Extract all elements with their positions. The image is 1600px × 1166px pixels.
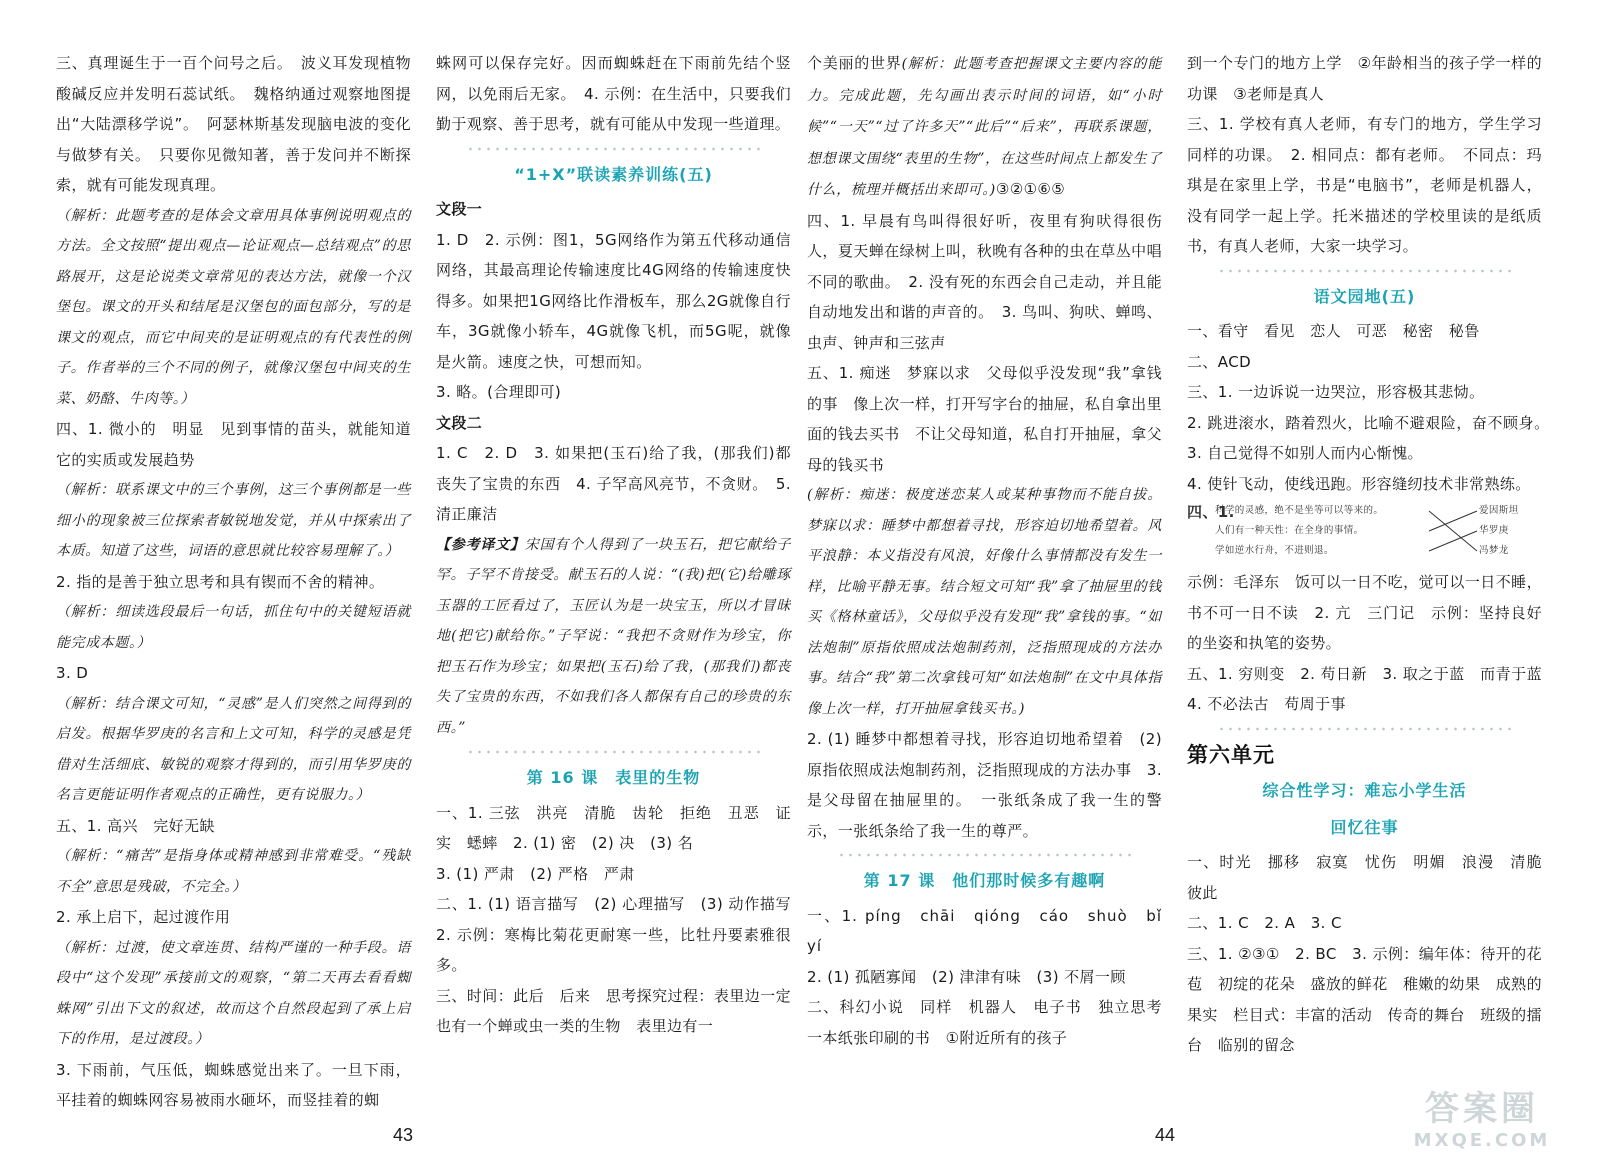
analysis-text: （解析：过渡，使文章连贯、结构严谨的一种手段。语段中“这个发现”承接前文的观察，“第二天再去看看蜘蛛网”引出下文的叙述，故而这个自然段起到了承上启下的作用，是过渡段。） — [56, 939, 411, 1047]
match-line — [1429, 531, 1477, 551]
analysis-text: （解析：此题考查的是体会文章用具体事例说明观点的方法。全文按照“提出观点—论证观点—总结观点”的思路展开，这是论说类文章常见的表达方法，就像一个汉堡包。课文的开头和结尾是汉堡包的面包部分，写的是课文的观点，而它中间夹的是证明观点的有代表性的例子。作者举的三个不同的例子，就像汉堡包中间夹的生菜、奶酪、牛肉等。） — [56, 207, 411, 407]
paragraph: 一、1. 三弦 洪亮 清脆 齿轮 拒绝 丑恶 证实 蟋蟀 2. (1) 密 (2) 决 (3) 名 — [436, 803, 791, 852]
pinyin-line: 一、1. píng chāi qióng cáo shuò bǐ yí — [807, 906, 1162, 955]
paragraph: 一、看守 看见 恋人 可恶 秘密 秘鲁 — [1187, 322, 1480, 340]
reference-label: 【参考译文】 — [436, 536, 525, 553]
paragraph: 2. (1) 睡梦中都想着寻找，形容迫切地希望着 (2) 原指依照成法炮制药剂，泛指照现成的方法办事 3. 是父母留在抽屉里的。 一张纸条成了我一生的警示，一张纸条给了我一生的尊严。 — [807, 730, 1162, 840]
paragraph: 3. D — [56, 664, 89, 682]
analysis-text: （解析：结合课文可知，“灵感”是人们突然之间得到的启发。根据华罗庚的名言和上文可知，科学的灵感是凭借对生活细底、敏锐的观察才得到的，而引用华罗庚的名言更能证明作者观点的正确性，更有说服力。） — [56, 695, 411, 803]
paragraph: 3. (1) 严肃 (2) 严格 严肃 — [436, 864, 635, 883]
paragraph: 蛛网可以保存完好。因而蜘蛛赶在下雨前先结个竖网，以免雨后无家。 4. 示例：在生活中，只要我们勤于观察、善于思考，就有可能从中发现一些道理。 — [436, 54, 791, 133]
analysis-text: （解析：联系课文中的三个事例，这三个事例都是一些细小的现象被三位探索者敏锐地发觉，并从中探索出了本质。知道了这些，词语的意思就比较容易理解了。） — [56, 482, 411, 559]
paragraph: 二、ACD — [1187, 352, 1252, 371]
analysis-text: (解析：此题考查把握课文主要内容的能力。完成此题，先勾画出表示时间的词语，如“小时候”“一天”“过了许多天”“此后”“后来”，再联系课题，想想课文围绕“表里的生物”，在这些时间点上都发生了什么，梳理并概括出来即可。) — [807, 56, 1162, 198]
paragraph: 一、时光 挪移 寂寞 忧伤 明媚 浪漫 清脆 彼此 — [1187, 853, 1558, 902]
paragraph: 五、1. 高兴 完好无缺 — [56, 816, 215, 835]
reference-translation — [436, 530, 791, 744]
left-column-2 — [436, 48, 807, 1042]
matching-left-item: 科学的灵感，绝不是坐等可以等来的。 — [1215, 505, 1384, 516]
dotted-divider — [1217, 266, 1512, 276]
paragraph: 1. C 2. D 3. 如果把(玉石)给了我，(那我们)都丧失了宝贵的东西 4. 子罕高风亮节，不贪财。 5. 清正廉洁 — [436, 444, 791, 523]
section-title: 综合性学习：难忘小学生活 — [1262, 781, 1467, 800]
matching-right-list — [1479, 501, 1549, 561]
matching-left-item: 学如逆水行舟，不进则退。 — [1215, 545, 1334, 556]
paragraph: 二、科幻小说 同样 机器人 电子书 独立思考 一本纸张印刷的书 ①附近所有的孩子 — [807, 998, 1178, 1047]
paragraph: 五、1. 痴迷 梦寐以求 父母似乎没发现“我”拿钱的事 像上次一样，打开写字台的抽屉，私自拿出里面的钱去买书 不让父母知道，私自打开抽屉，拿父母的钱买书 — [807, 364, 1162, 474]
page-number: 43 — [393, 1125, 414, 1145]
paragraph: 2. (1) 孤陋寡闻 (2) 津津有味 (3) 不屑一顾 — [807, 967, 1126, 986]
paragraph: 四、1. 微小的 明显 见到事情的苗头，就能知道它的实质或发展趋势 — [56, 420, 411, 469]
dotted-divider — [1217, 724, 1512, 734]
paragraph: 二、1. (1) 语言描写 (2) 心理描写 (3) 动作描写 2. 示例：寒梅比菊花更耐寒一些，比牡丹要素雅很多。 — [436, 895, 807, 974]
paragraph: 2. 承上启下，起过渡作用 — [56, 908, 231, 926]
sub-heading: 文段一 — [436, 200, 483, 218]
answer-order: ③②①⑥⑤ — [995, 180, 1066, 198]
match-line — [1429, 511, 1477, 531]
paragraph: 示例：毛泽东 饭可以一日不吃，觉可以一日不睡，书不可一日不读 2. 亢 三门记 示例：坚持良好的坐姿和执笔的姿势。 — [1187, 573, 1542, 652]
sub-heading: 文段二 — [436, 413, 483, 432]
watermark-text: 答案圈 — [1425, 1089, 1539, 1129]
matching-right-item: 冯梦龙 — [1479, 545, 1509, 556]
matching-left-item: 人们有一种天性：在全身的事情。 — [1215, 525, 1364, 536]
matching-diagram — [1187, 501, 1542, 563]
page-number: 44 — [1155, 1125, 1176, 1145]
paragraph-start: 个美丽的世界 — [807, 54, 902, 72]
paragraph: 三、真理诞生于一百个问号之后。 波义耳发现植物酸碱反应并发明石蕊试纸。 魏格纳通过观察地图提出“大陆漂移学说”。 阿瑟林斯基发现脑电波的变化与做梦有关。 只要你见微知著，善于发问并不断探索，就有可能发现真理。 — [56, 54, 411, 194]
unit-title: 第六单元 — [1187, 742, 1275, 767]
section-title: 回忆往事 — [1330, 817, 1399, 837]
watermark-logo — [1382, 1088, 1582, 1158]
matching-label: 四、1. — [1187, 503, 1235, 521]
paragraph: 五、1. 穷则变 2. 苟日新 3. 取之于蓝 而青于蓝 4. 不必法古 苟周于事 — [1187, 664, 1558, 713]
reference-text: 宋国有个人得到了一块玉石，把它献给子罕。子罕不肯接受。献玉石的人说：“(我)把(它)给雕琢玉器的工匠看过了，玉匠认为是一块宝玉，所以才冒昧地(把它)献给你。”子罕说：“我把不贪财作为珍宝，你把玉石作为珍宝；如果把(玉石)给了我，(那我们)都丧失了宝贵的东西，不如我们各人都保有自己的珍贵的东西。” — [436, 536, 791, 736]
paragraph: 三、1. 一边诉说一边哭泣，形容极其悲恸。 — [1187, 383, 1485, 401]
match-line — [1429, 511, 1477, 551]
matching-lines — [1427, 501, 1479, 563]
paragraph — [807, 48, 1162, 206]
analysis-text: （解析：细读选段最后一句话，抓住句中的关键短语就能完成本题。） — [56, 604, 411, 651]
paragraph: 三、时间：此后 后来 思考探究过程：表里边一定也有一个蝉或虫一类的生物 表里边有一 — [436, 986, 791, 1035]
watermark-url: MXQE.COM — [1413, 1130, 1551, 1151]
analysis-text: (解析：痴迷：极度迷恋某人或某种事物而不能自拔。梦寐以求：睡梦中都想着寻找，形容迫切地希望着。风平浪静：本义指没有风浪，好像什么事情都没有发生一样，比喻平静无事。结合短文可知“我”拿了抽屉里的钱买《格林童话》，父母似乎没有发现“我”拿钱的事。“如法炮制”原指依照成法炮制药剂，泛指照现成的方法办事。结合“我”第二次拿钱可知“如法炮制”在文中具体指像上次一样，打开抽屉拿钱买书。) — [807, 487, 1162, 717]
section-title: “1+X”联读素养训练(五) — [514, 164, 713, 184]
matching-right-item: 华罗庚 — [1479, 525, 1509, 536]
paragraph: 3. 下雨前，气压低，蜘蛛感觉出来了。一旦下雨，平挂着的蜘蛛网容易被雨水砸坏，而竖挂着的蜘 — [56, 1060, 411, 1109]
paragraph: 四、1. 早晨有鸟叫得很好听，夜里有狗吠得很伤人，夏天蝉在绿树上叫，秋晚有各种的虫在草丛中唱不同的歌曲。 2. 没有死的东西会自己走动，并且能自动地发出和谐的声音的。 3. 鸟叫、狗吠、蝉鸣、虫声、钟声和三弦声 — [807, 211, 1162, 352]
matching-left-list — [1215, 501, 1445, 561]
dotted-divider — [466, 747, 761, 757]
left-column-1 — [56, 48, 411, 1116]
paragraph: 三、1. ②③① 2. BC 3. 示例：编年体：待开的花苞 初绽的花朵 盛放的鲜花 稚嫩的幼果 成熟的果实 栏目式：丰富的活动 传奇的舞台 班级的擂台 临别的留念 — [1187, 944, 1542, 1054]
analysis-text: （解析：“痛苦”是指身体或精神感到非常难受。“残缺不全”意思是残破，不完全。） — [56, 848, 411, 895]
paragraph: 三、1. 学校有真人老师，有专门的地方，学生学习同样的功课。 2. 相同点：都有老师。 不同点：玛琪是在家里上学，书是“电脑书”，老师是机器人，没有同学一起上学。托米描述的学校里读的是纸质书，有真人老师，大家一块学习。 — [1187, 115, 1542, 255]
section-title: 语文园地(五) — [1313, 286, 1416, 306]
right-column-2 — [1187, 48, 1558, 1061]
paragraph: 4. 使针飞动，使线迅跑。形容缝纫技术非常熟练。 — [1187, 474, 1531, 493]
section-title: 第 17 课 他们那时候多有趣啊 — [863, 871, 1106, 890]
paragraph: 到一个专门的地方上学 ②年龄相当的孩子学一样的功课 ③老师是真人 — [1187, 54, 1542, 103]
paragraph: 2. 指的是善于独立思考和具有锲而不舍的精神。 — [56, 572, 385, 591]
paragraph: 1. D 2. 示例：图1，5G网络作为第五代移动通信网络，其最高理论传输速度比4G网络的传输速度快得多。如果把1G网络比作滑板车，那么2G就像自行车，3G就像小轿车，4G就像飞机，而5G呢，就像是火箭。速度之快，可想而知。 — [436, 230, 791, 371]
dotted-divider — [466, 144, 761, 154]
dotted-divider — [837, 850, 1132, 860]
section-title: 第 16 课 表里的生物 — [526, 768, 701, 787]
paragraph: 二、1. C 2. A 3. C — [1187, 914, 1342, 932]
paragraph: 3. 略。(合理即可) — [436, 383, 562, 401]
paragraph: 2. 跳进滚水，踏着烈火，比喻不避艰险，奋不顾身。 3. 自己觉得不如别人而内心惭愧。 — [1187, 413, 1558, 462]
right-page — [800, 0, 1600, 1166]
matching-right-item: 爱因斯坦 — [1479, 505, 1519, 516]
right-column-1 — [807, 48, 1178, 1053]
